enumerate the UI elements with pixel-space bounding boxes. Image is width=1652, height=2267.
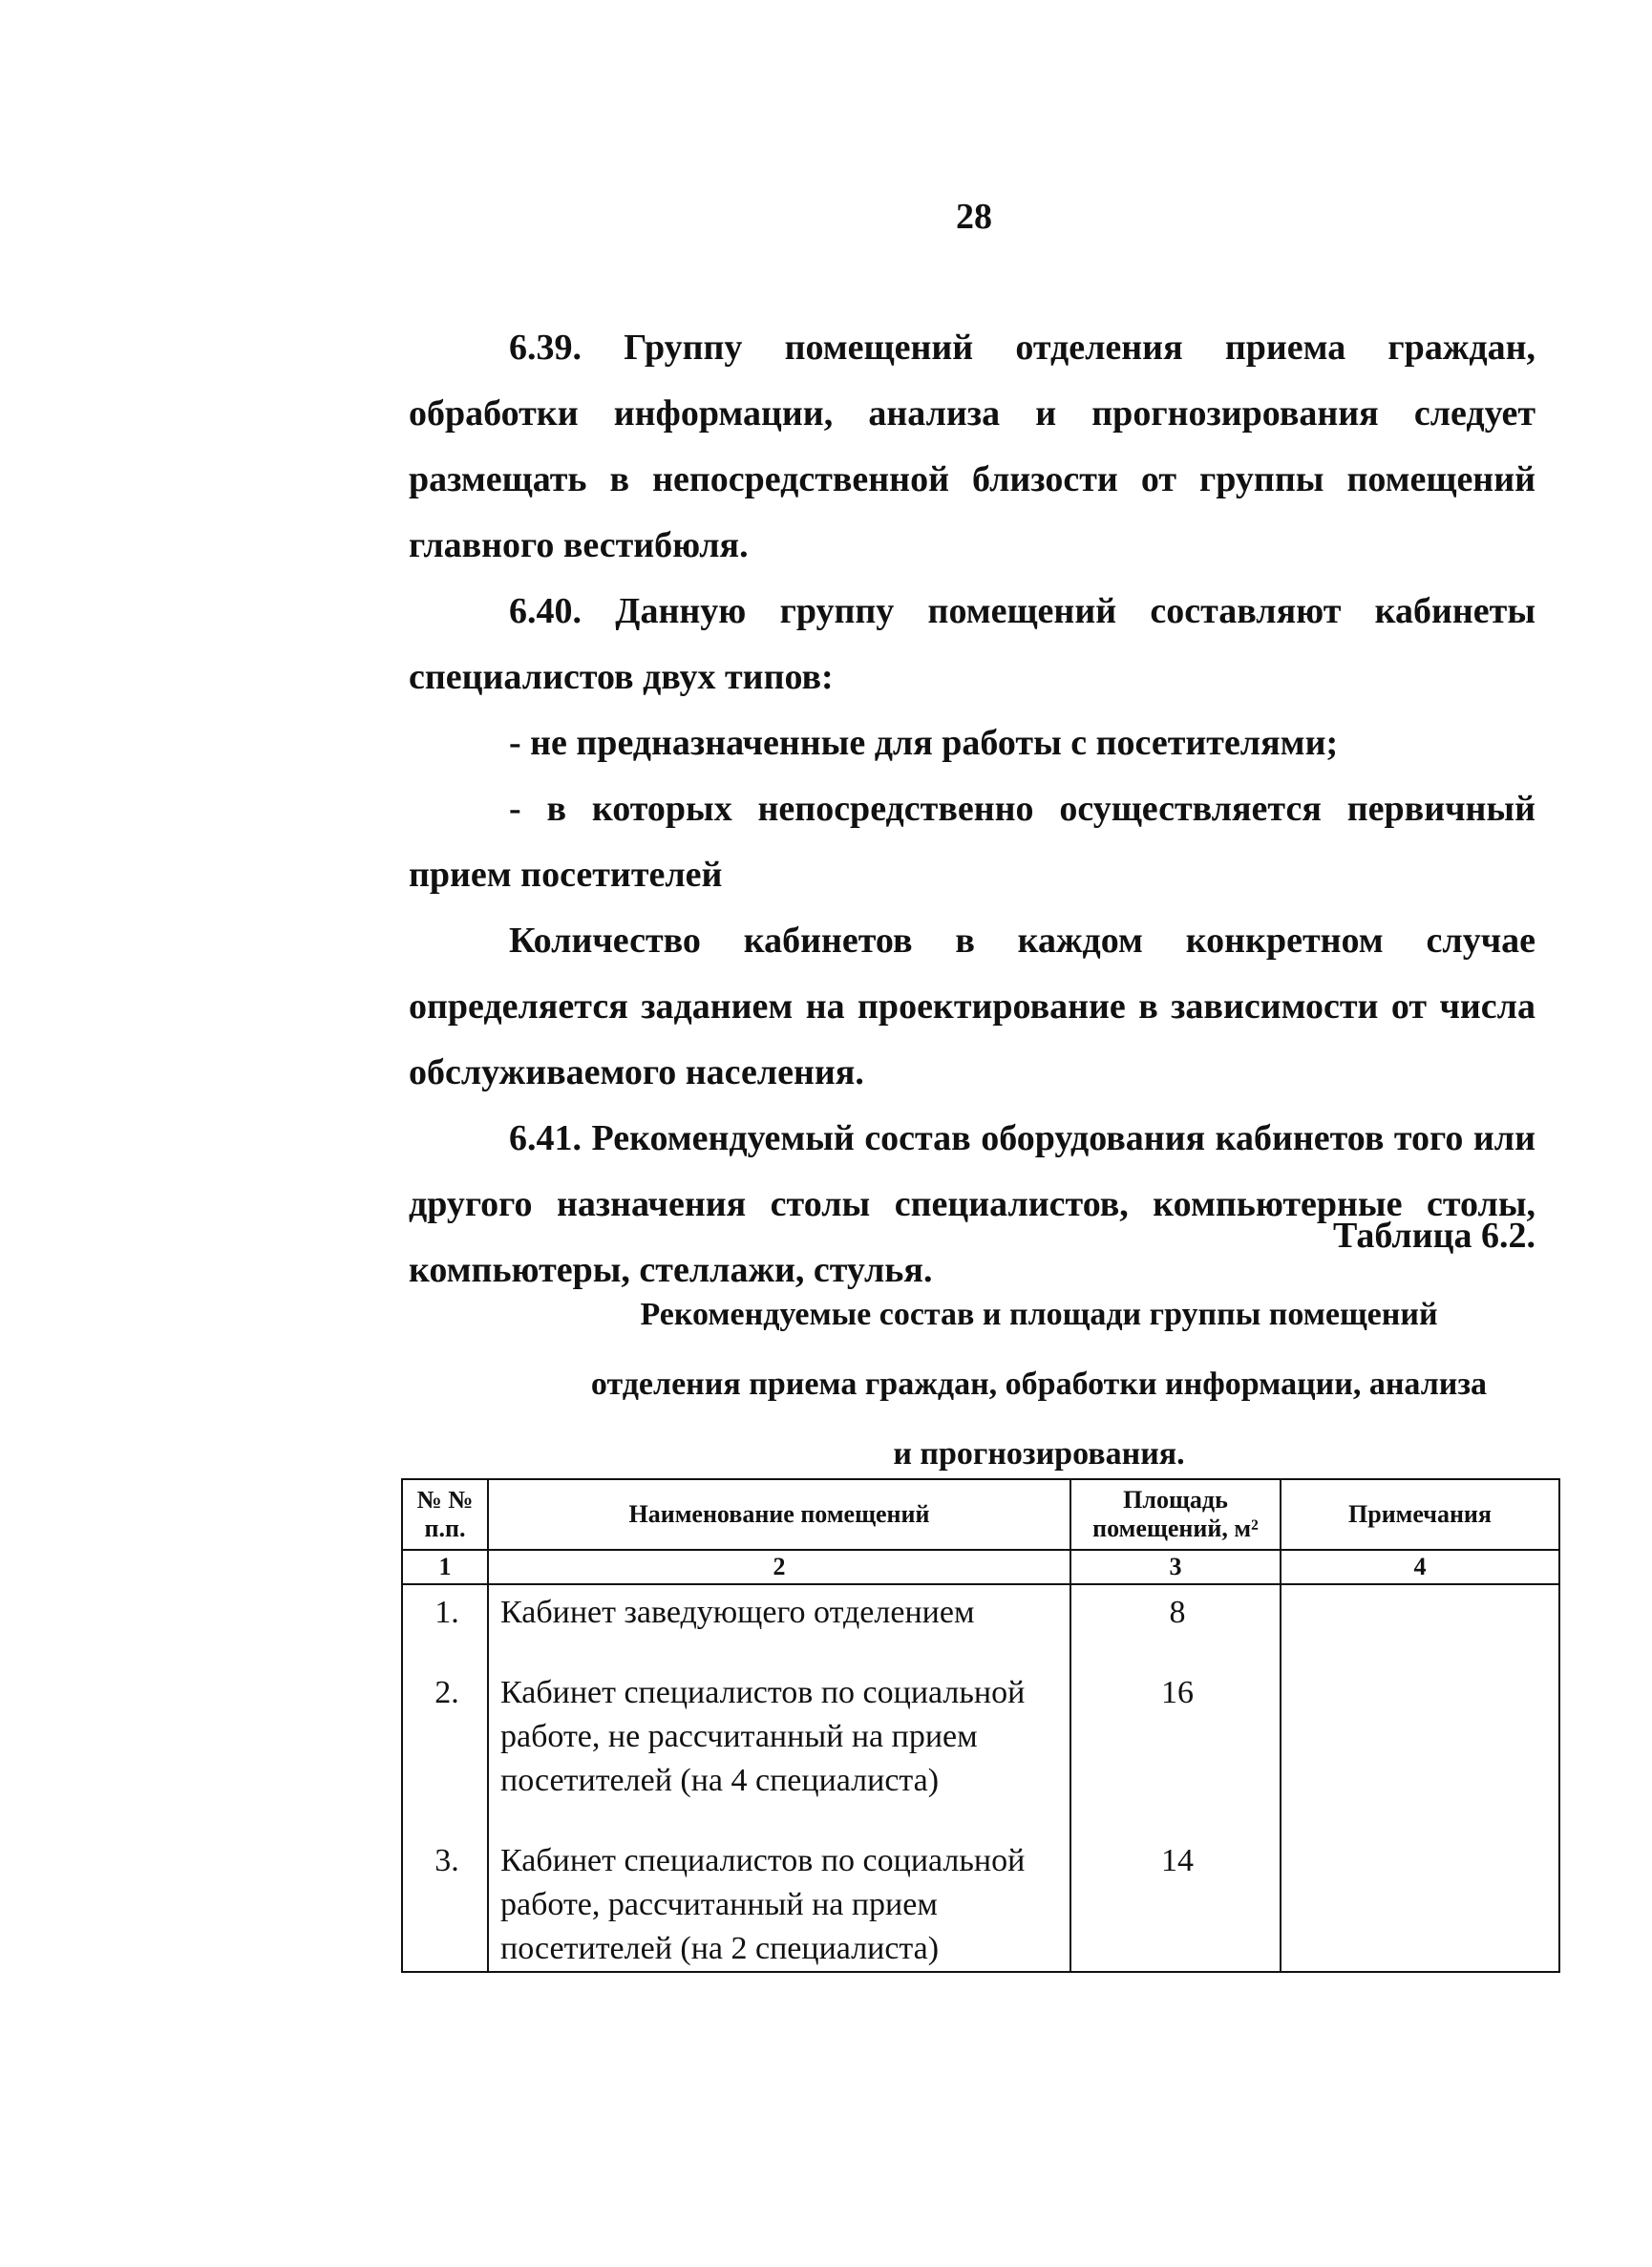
list-item-primary-reception: - в которых непосредственно осуществляется первичный прием посетителей	[409, 789, 1536, 895]
row-name: Кабинет специалистов по социальной работе, рассчитанный на прием посетителей (на 2 специалиста)	[488, 1839, 1070, 1972]
header-notes: Примечания	[1281, 1479, 1559, 1550]
row-area: 14	[1070, 1839, 1281, 1972]
column-number-row	[402, 1550, 1559, 1584]
row-area: 16	[1070, 1671, 1281, 1839]
row-name: Кабинет заведующего отделением	[488, 1584, 1070, 1671]
header-area: Площадь помещений, м²	[1070, 1479, 1281, 1550]
table-row	[402, 1839, 1559, 1972]
column-number: 2	[488, 1550, 1070, 1584]
column-number: 4	[1281, 1550, 1559, 1584]
paragraph-6-40: 6.40. Данную группу помещений составляют кабинеты специалистов двух типов:	[409, 591, 1536, 697]
column-number: 1	[402, 1550, 488, 1584]
table-title-line: Рекомендуемые состав и площади группы помещений	[640, 1297, 1438, 1332]
row-num: 1.	[402, 1584, 488, 1671]
header-name: Наименование помещений	[488, 1479, 1070, 1550]
table-row	[402, 1584, 1559, 1671]
paragraph-6-41: 6.41. Рекомендуемый состав оборудования кабинетов того или другого назначения столы специалистов, компьютерные столы, компьютеры, стеллажи, стулья.	[409, 1118, 1536, 1290]
rooms-table	[401, 1478, 1560, 1973]
row-num: 3.	[402, 1839, 488, 1972]
page-number: 28	[956, 197, 992, 237]
table-title	[409, 1280, 1536, 1489]
table-title-line: и прогнозирования.	[893, 1436, 1185, 1472]
paragraph-6-39: 6.39. Группу помещений отделения приема граждан, обработки информации, анализа и прогнозирования следует размещать в непосредственной близости от группы помещений главного вестибюля.	[409, 328, 1536, 565]
row-notes	[1281, 1839, 1559, 1972]
body-text	[409, 315, 1536, 1303]
row-num: 2.	[402, 1671, 488, 1839]
paragraph-room-count: Количество кабинетов в каждом конкретном случае определяется заданием на проектирование в зависимости от числа обслуживаемого населения.	[409, 921, 1536, 1092]
list-item-not-for-visitors: - не предназначенные для работы с посетителями;	[509, 723, 1339, 763]
row-notes	[1281, 1671, 1559, 1839]
column-number: 3	[1070, 1550, 1281, 1584]
row-name: Кабинет специалистов по социальной работе, не рассчитанный на прием посетителей (на 4 специалиста)	[488, 1671, 1070, 1839]
table-header-row	[402, 1479, 1559, 1550]
table-label: Таблица 6.2.	[1332, 1216, 1536, 1256]
row-area: 8	[1070, 1584, 1281, 1671]
table-title-line: отделения приема граждан, обработки информации, анализа	[590, 1367, 1488, 1402]
header-num: № № п.п.	[402, 1479, 488, 1550]
table-row	[402, 1671, 1559, 1839]
row-notes	[1281, 1584, 1559, 1671]
